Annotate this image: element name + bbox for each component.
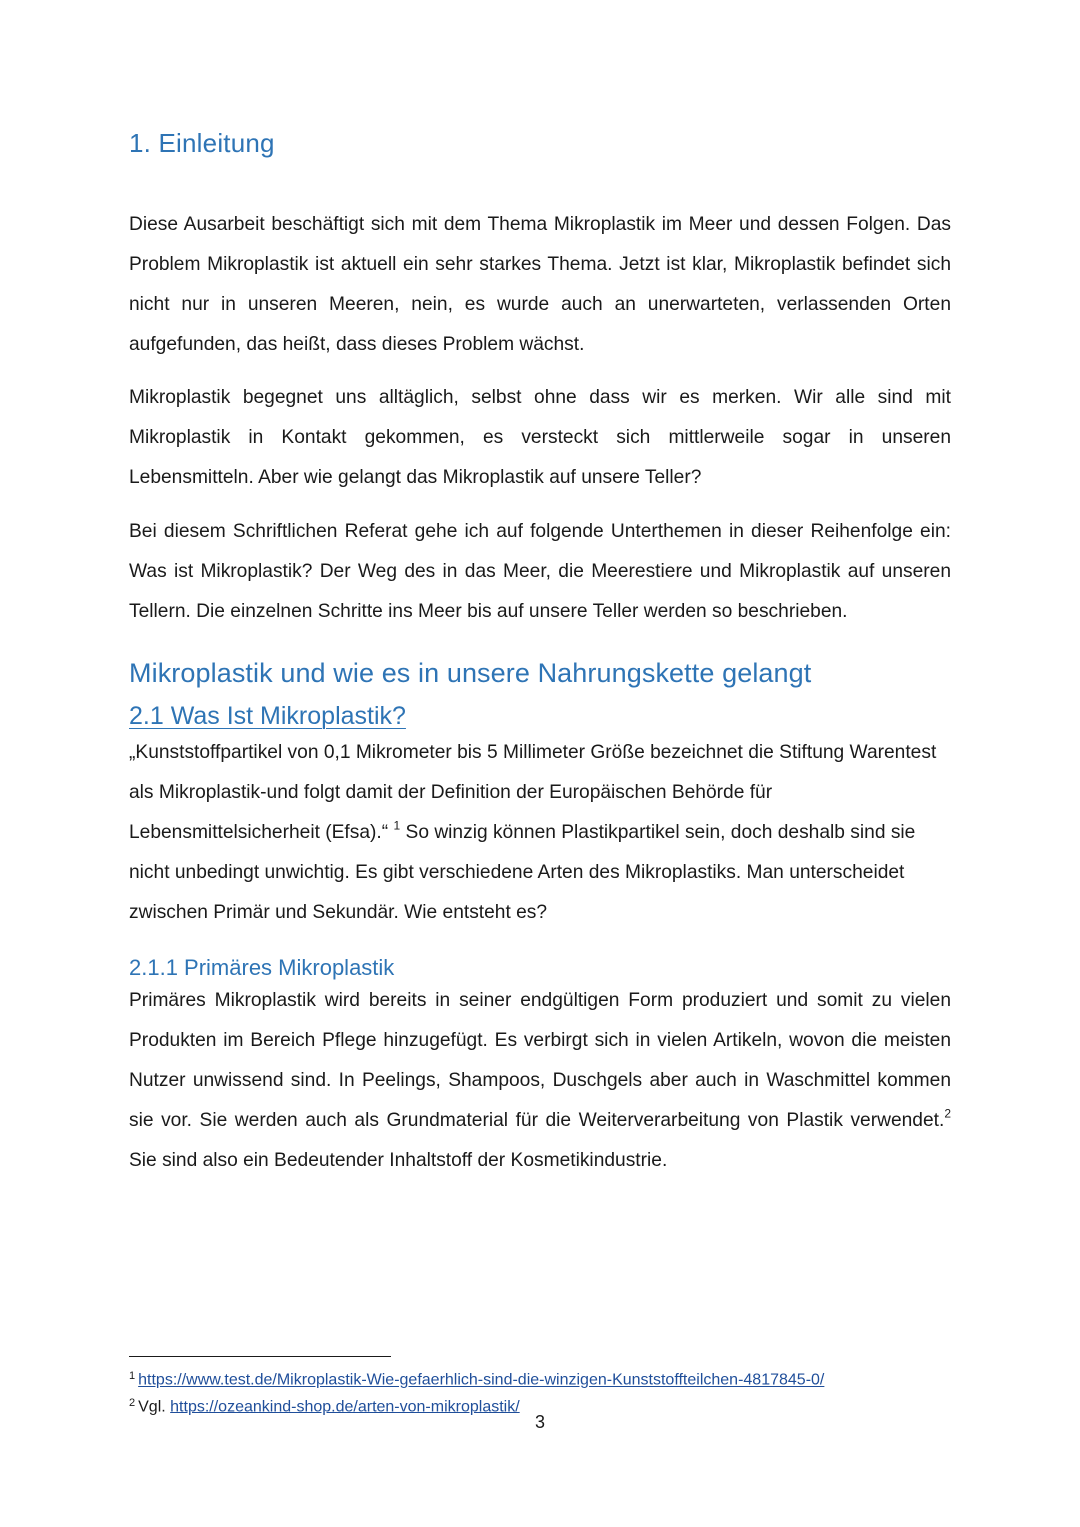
footnote-number: 1 <box>129 1370 136 1382</box>
page-number: 3 <box>534 1412 545 1432</box>
heading-introduction: 1. Einleitung <box>129 128 275 158</box>
footnote-number: 2 <box>129 1396 136 1409</box>
heading-what-is-microplastic: 2.1 Was Ist Mikroplastik? <box>129 702 406 730</box>
footnote-1 <box>129 1365 1029 1392</box>
footnotes <box>129 1365 1029 1418</box>
intro-paragraph-2: Mikroplastik begegnet uns alltäglich, selbst ohne dass wir es merken. Wir alle sind mit Mikroplastik in Kontakt gekommen, es versteckt sich mittlerweile sogar in unseren Lebensmitteln. Aber wie gelangt das Mikroplastik auf unsere Teller? <box>129 387 951 488</box>
definition-quote: „Kunststoffpartikel von 0,1 Mikrometer bis 5 Millimeter Größe bezeichnet die Stiftung Warentest als Mikroplastik-und folgt damit der Definition der Europäischen Behörde für Lebensmittelsicherheit (Efsa).“ <box>129 742 937 843</box>
footnote-ref-2[interactable]: 2 <box>944 1106 951 1121</box>
primary-text-end: Sie sind also ein Bedeutender Inhaltstoff der Kosmetikindustrie. <box>129 1150 668 1171</box>
definition-rest: So winzig können Plastikpartikel sein, doch deshalb sind sie nicht unbedingt unwichtig. Es gibt verschiedene Arten des Mikroplastiks. Man unterscheidet zwischen Primär und Sekundär. Wie entsteht es? <box>129 822 916 923</box>
footnote-link-1[interactable]: https://www.test.de/Mikroplastik-Wie-gefaerhlich-sind-die-winzigen-Kunststoffteilchen-4817845-0/ <box>138 1371 825 1389</box>
primary-text: Primäres Mikroplastik wird bereits in seiner endgültigen Form produziert und somit zu vielen Produkten im Bereich Pflege hinzugefügt. Es verbirgt sich in vielen Artikeln, wovon die meisten Nutzer unwissend sind. In Peelings, Shampoos, Duschgels aber auch in Waschmittel kommen sie vor. Sie werden auch als Grundmaterial für die Weiterverarbeitung von Plastik verwendet. <box>129 990 951 1131</box>
footnote-ref-1[interactable]: 1 <box>393 818 401 833</box>
footnote-link-2[interactable]: https://ozeankind-shop.de/arten-von-mikroplastik/ <box>170 1398 520 1415</box>
footnote-divider <box>129 1356 391 1357</box>
primary-microplastic-paragraph <box>129 981 951 1181</box>
intro-paragraph-1: Diese Ausarbeit beschäftigt sich mit dem Thema Mikroplastik im Meer und dessen Folgen. Das Problem Mikroplastik ist aktuell ein sehr starkes Thema. Jetzt ist klar, Mikroplastik befindet sich nicht nur in unseren Meeren, nein, es wurde auch an unerwarteten, verlassenden Orten aufgefunden, das heißt, dass dieses Problem wächst. <box>129 214 951 355</box>
heading-primary-microplastic: 2.1.1 Primäres Mikroplastik <box>129 955 395 980</box>
definition-paragraph <box>129 733 951 933</box>
heading-main-chapter: Mikroplastik und wie es in unsere Nahrungskette gelangt <box>129 658 812 688</box>
footnote-prefix: Vgl. <box>138 1398 166 1415</box>
intro-paragraph-3: Bei diesem Schriftlichen Referat gehe ich auf folgende Unterthemen in dieser Reihenfolge ein: Was ist Mikroplastik? Der Weg des in das Meer, die Meerestiere und Mikroplastik auf unseren Tellern. Die einzelnen Schritte ins Meer bis auf unsere Teller werden so beschrieben. <box>129 521 951 622</box>
